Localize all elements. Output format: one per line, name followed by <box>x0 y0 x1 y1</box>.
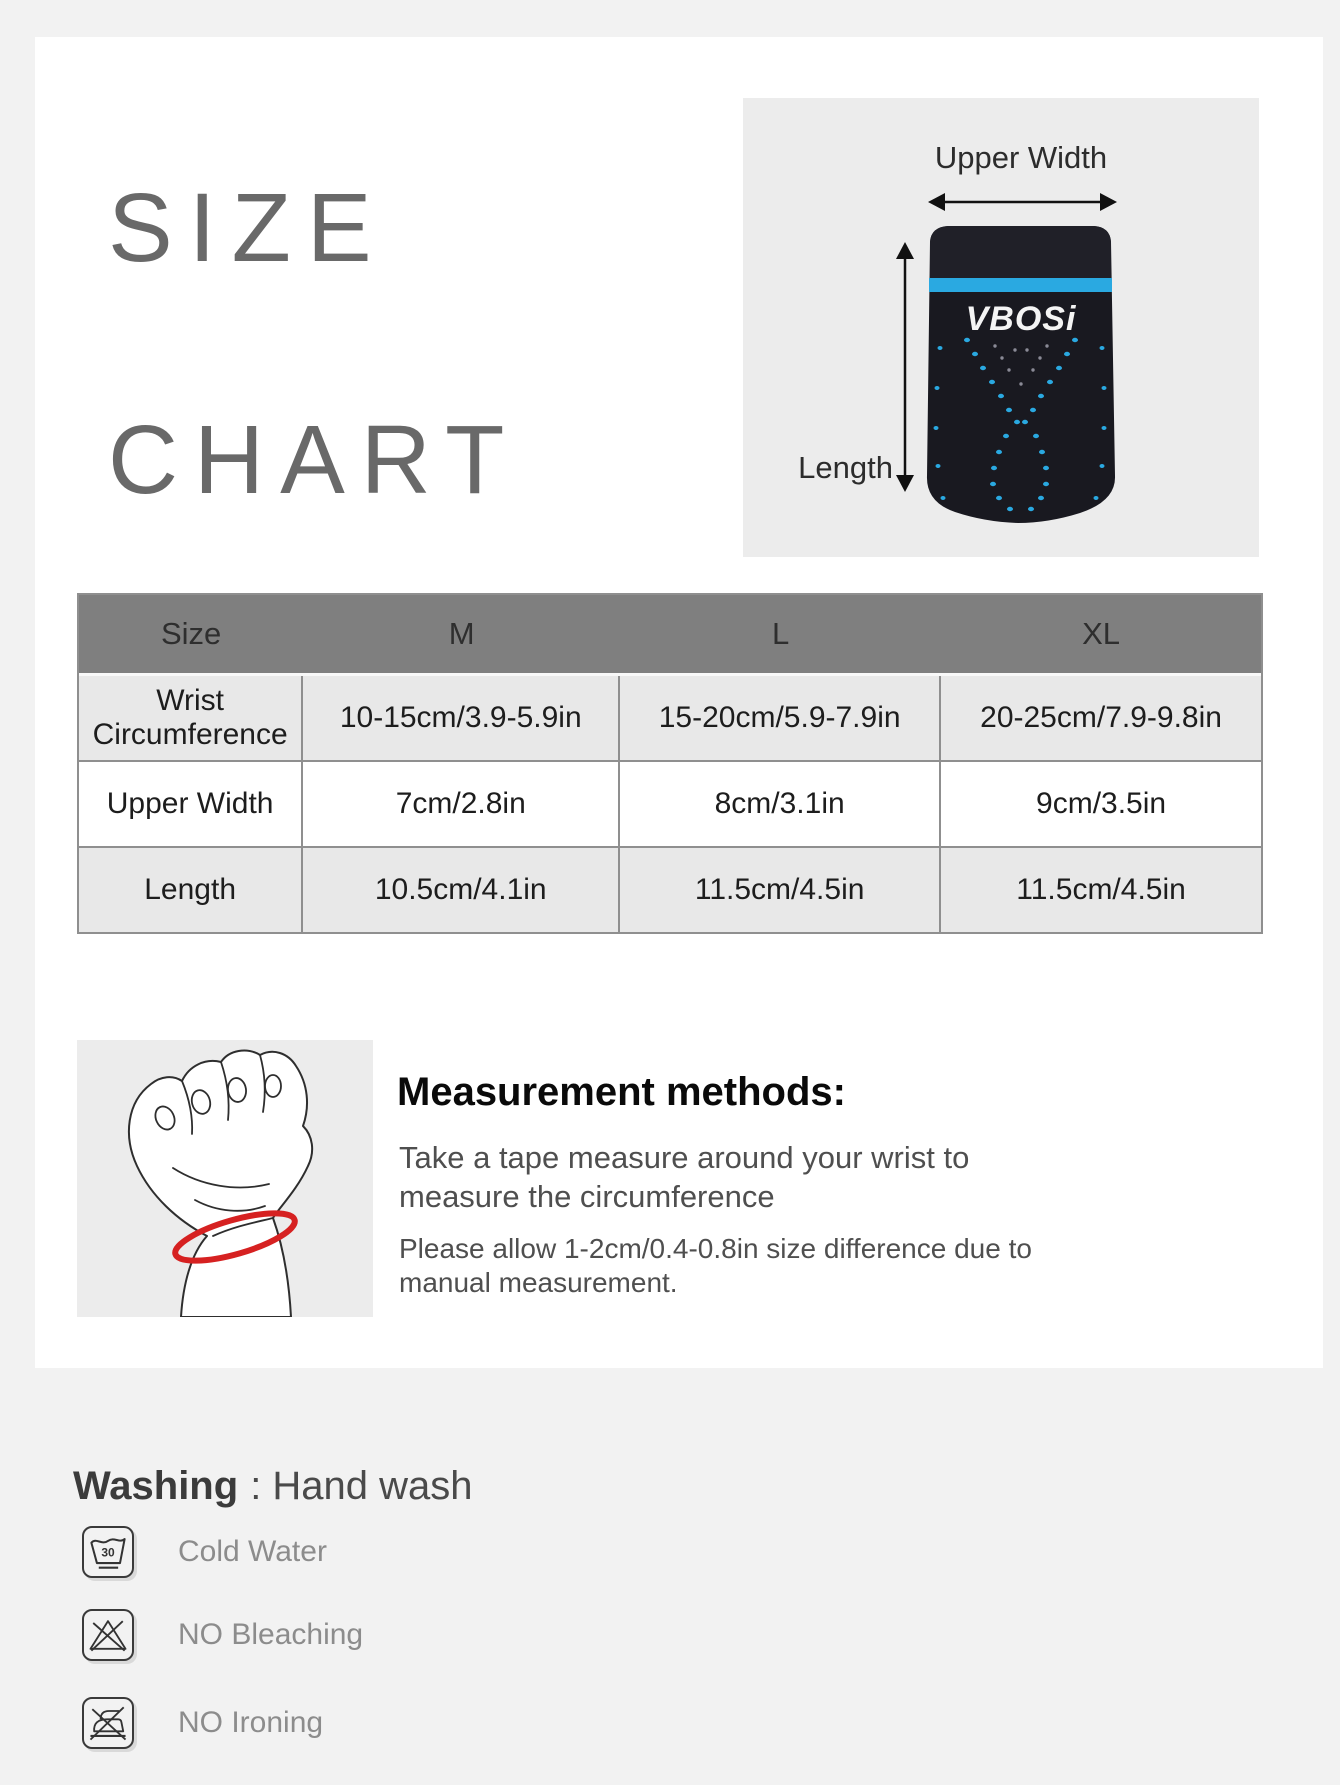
table-cell: 11.5cm/4.5in <box>620 848 941 932</box>
table-cell: 10-15cm/3.9-5.9in <box>303 676 620 760</box>
page-title <box>108 170 520 518</box>
care-label: NO Ironing <box>178 1706 324 1739</box>
row-label: Length <box>79 848 303 932</box>
product-diagram-panel <box>743 98 1259 557</box>
column-header-m: M <box>448 616 475 651</box>
measurement-note-line1: Please allow 1-2cm/0.4-0.8in size difference due to <box>399 1233 1032 1264</box>
washing-heading-label: Washing <box>73 1464 239 1508</box>
measurement-instructions <box>399 1138 969 1216</box>
length-label: Length <box>798 450 893 485</box>
care-item-no-bleaching <box>82 1609 363 1661</box>
length-arrow-icon <box>896 242 914 492</box>
table-cell: 11.5cm/4.5in <box>1016 873 1186 906</box>
table-header-row <box>79 595 1261 676</box>
table-cell: 20-25cm/7.9-9.8in <box>980 701 1222 734</box>
measurement-note-line2: manual measurement. <box>399 1267 678 1298</box>
column-header-l: L <box>771 616 790 651</box>
column-header-xl: XL <box>1082 616 1120 651</box>
care-item-no-ironing <box>82 1697 323 1749</box>
care-label: Cold Water <box>178 1535 327 1568</box>
table-cell: 10.5cm/4.1in <box>303 848 620 932</box>
wristband-diagram <box>743 98 1259 557</box>
washing-heading-value: : Hand wash <box>250 1464 473 1508</box>
blue-stripe <box>929 278 1112 292</box>
table-cell: 9cm/3.5in <box>1036 787 1167 820</box>
table-row-wrist-circumference <box>79 676 1261 760</box>
upper-width-label: Upper Width <box>934 140 1108 175</box>
table-row-length <box>79 846 1261 932</box>
care-item-cold-water <box>82 1526 327 1578</box>
hand-wrist-illustration <box>77 1040 373 1317</box>
measurement-note <box>399 1232 1032 1300</box>
table-cell: 8cm/3.1in <box>620 762 941 846</box>
care-label: NO Bleaching <box>178 1618 364 1651</box>
page-title-line1: SIZE <box>108 173 388 282</box>
washing-heading <box>73 1464 473 1509</box>
page-title-line2: CHART <box>108 405 521 514</box>
table-cell: 15-20cm/5.9-7.9in <box>620 676 941 760</box>
table-cell: 7cm/2.8in <box>303 762 620 846</box>
no-bleach-icon <box>82 1609 134 1661</box>
measurement-line2: measure the circumference <box>399 1179 775 1214</box>
row-label: Upper Width <box>79 762 303 846</box>
brand-logo: VBOSi <box>965 300 1077 338</box>
table-row-upper-width <box>79 760 1261 846</box>
wash-temp-text: 30 <box>101 1545 115 1560</box>
row-label: Wrist Circumference <box>79 676 303 760</box>
wristband-product-image <box>927 226 1115 523</box>
size-chart-table <box>77 593 1263 934</box>
column-header-size: Size <box>160 616 222 651</box>
upper-width-arrow-icon <box>928 193 1117 211</box>
wash-30-icon <box>82 1526 134 1578</box>
measurement-line1: Take a tape measure around your wrist to <box>399 1140 970 1175</box>
hand-illustration-drawing <box>77 1040 373 1317</box>
no-iron-icon <box>82 1697 134 1749</box>
measurement-methods-heading: Measurement methods: <box>397 1070 846 1114</box>
